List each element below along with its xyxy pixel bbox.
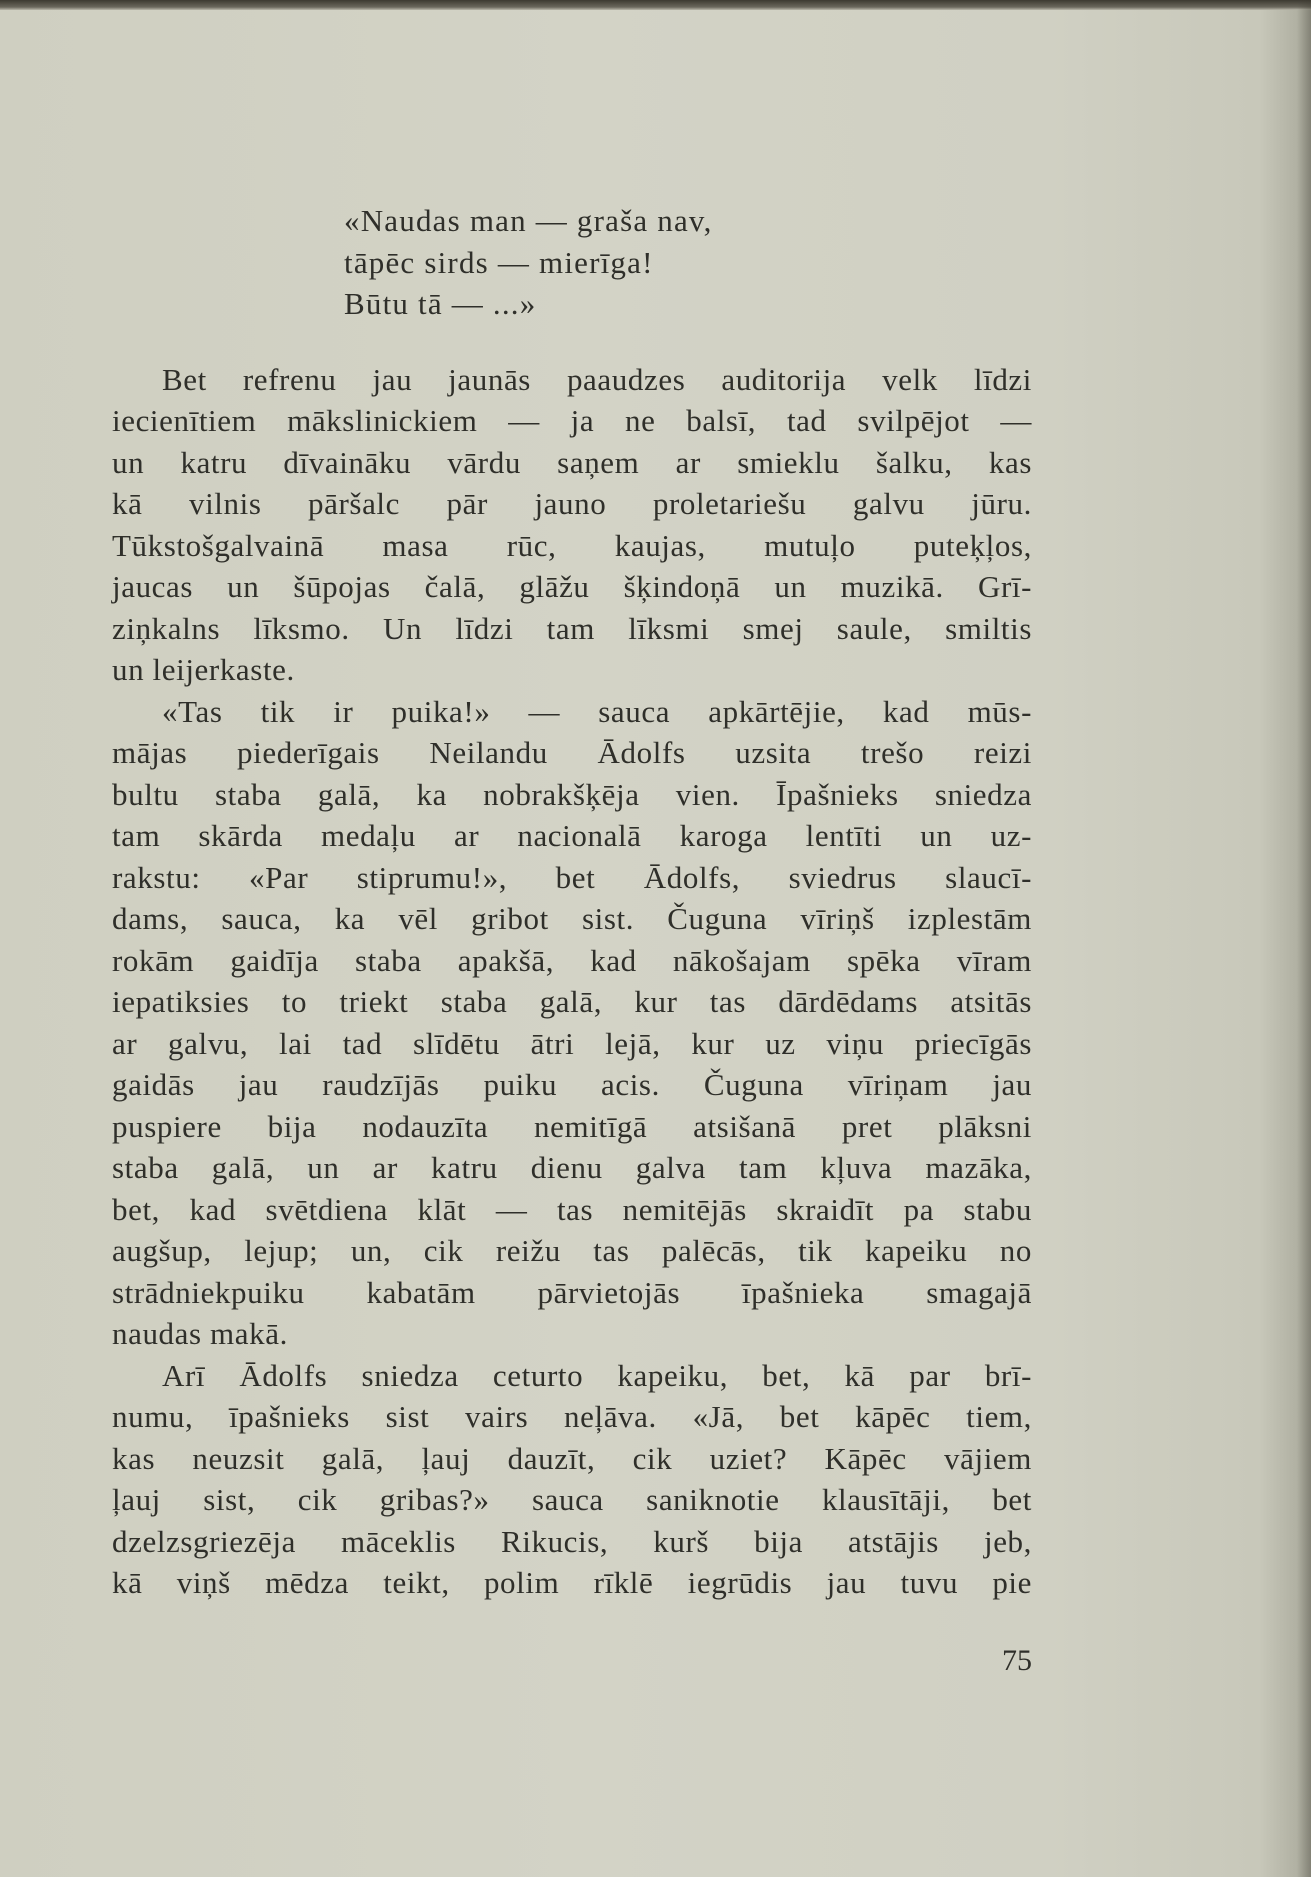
verse-line: Būtu tā — ...» [344, 286, 537, 321]
text-line: kā viņš mēdza teikt, polim rīklē iegrūdis jau tuvu pie [112, 1565, 1032, 1600]
text-line: bultu staba galā, ka nobrakšķēja vien. Īpašnieks sniedza [112, 776, 1032, 812]
text-line: tam skārda medaļu ar nacionalā karoga lentīti un uz- [112, 818, 1032, 853]
text-line: Arī Ādolfs sniedza ceturto kapeiku, bet, kā par brī- [162, 1357, 1032, 1393]
text-line: rakstu: «Par stiprumu!», bet Ādolfs, sviedrus slaucī- [112, 859, 1032, 895]
page-top-shadow [0, 0, 1311, 10]
text-line: Tūkstošgalvainā masa rūc, kaujas, mutuļo puteķļos, [112, 527, 1032, 563]
text-line: jaucas un šūpojas čalā, glāžu šķindoņā un muzikā. Grī- [112, 569, 1032, 604]
verse-line: «Naudas man — graša nav, [344, 203, 713, 238]
text-line: mājas piederīgais Neilandu Ādolfs uzsita trešo reizi [112, 735, 1032, 770]
verse-block [344, 200, 1032, 325]
text-line: augšup, lejup; un, cik reižu tas palēcās, tik kapeiku no [112, 1233, 1032, 1268]
paragraph-3 [112, 1355, 1032, 1604]
text-line: ar galvu, lai tad slīdētu ātri lejā, kur uz viņu priecīgās [112, 1025, 1032, 1061]
text-line: Bet refrenu jau jaunās paaudzes auditorija velk līdzi [162, 361, 1032, 397]
text-line: rokām gaidīja staba apakšā, kad nākošajam spēka vīram [112, 942, 1032, 978]
text-line: iepatiksies to triekt staba galā, kur tas dārdēdams atsitās [112, 984, 1032, 1019]
text-line: numu, īpašnieks sist vairs neļāva. «Jā, bet kāpēc tiem, [112, 1399, 1032, 1434]
verse-line: tāpēc sirds — mierīga! [344, 244, 654, 280]
text-line: dzelzsgriezēja māceklis Rikucis, kurš bija atstājis jeb, [112, 1523, 1032, 1559]
text-line: strādniekpuiku kabatām pārvietojās īpašnieka smagajā [112, 1274, 1032, 1310]
text-line: «Tas tik ir puika!» — sauca apkārtējie, kad mūs- [162, 693, 1032, 729]
text-line: un katru dīvaināku vārdu saņem ar smieklu šalku, kas [112, 444, 1032, 480]
text-line: naudas makā. [112, 1316, 288, 1351]
page-text [112, 200, 1032, 1604]
page-number: 75 [1002, 1644, 1032, 1677]
spacer [112, 325, 1032, 359]
text-line: bet, kad svētdiena klāt — tas nemitējās skraidīt pa stabu [112, 1191, 1032, 1227]
text-line: un leijerkaste. [112, 652, 295, 687]
text-line: dams, sauca, ka vēl gribot sist. Čuguna vīriņš izplestām [112, 901, 1032, 936]
text-line: ļauj sist, cik gribas?» sauca saniknotie klausītāji, bet [112, 1482, 1032, 1517]
text-line: iecienītiem mākslinickiem — ja ne balsī, tad svilpējot — [112, 403, 1032, 438]
text-line: puspiere bija nodauzīta nemitīgā atsišanā pret plāksni [112, 1108, 1032, 1144]
paragraph-1 [112, 359, 1032, 691]
text-line: gaidās jau raudzījās puiku acis. Čuguna vīriņam jau [112, 1067, 1032, 1102]
text-line: ziņkalns līksmo. Un līdzi tam līksmi smej saule, smiltis [112, 610, 1032, 646]
text-line: staba galā, un ar katru dienu galva tam kļuva mazāka, [112, 1150, 1032, 1185]
paragraph-2 [112, 691, 1032, 1355]
text-line: kas neuzsit galā, ļauj dauzīt, cik uziet? Kāpēc vājiem [112, 1440, 1032, 1476]
text-line: kā vilnis pāršalc pār jauno proletariešu galvu jūru. [112, 486, 1032, 521]
page-right-shadow [1297, 0, 1311, 1877]
